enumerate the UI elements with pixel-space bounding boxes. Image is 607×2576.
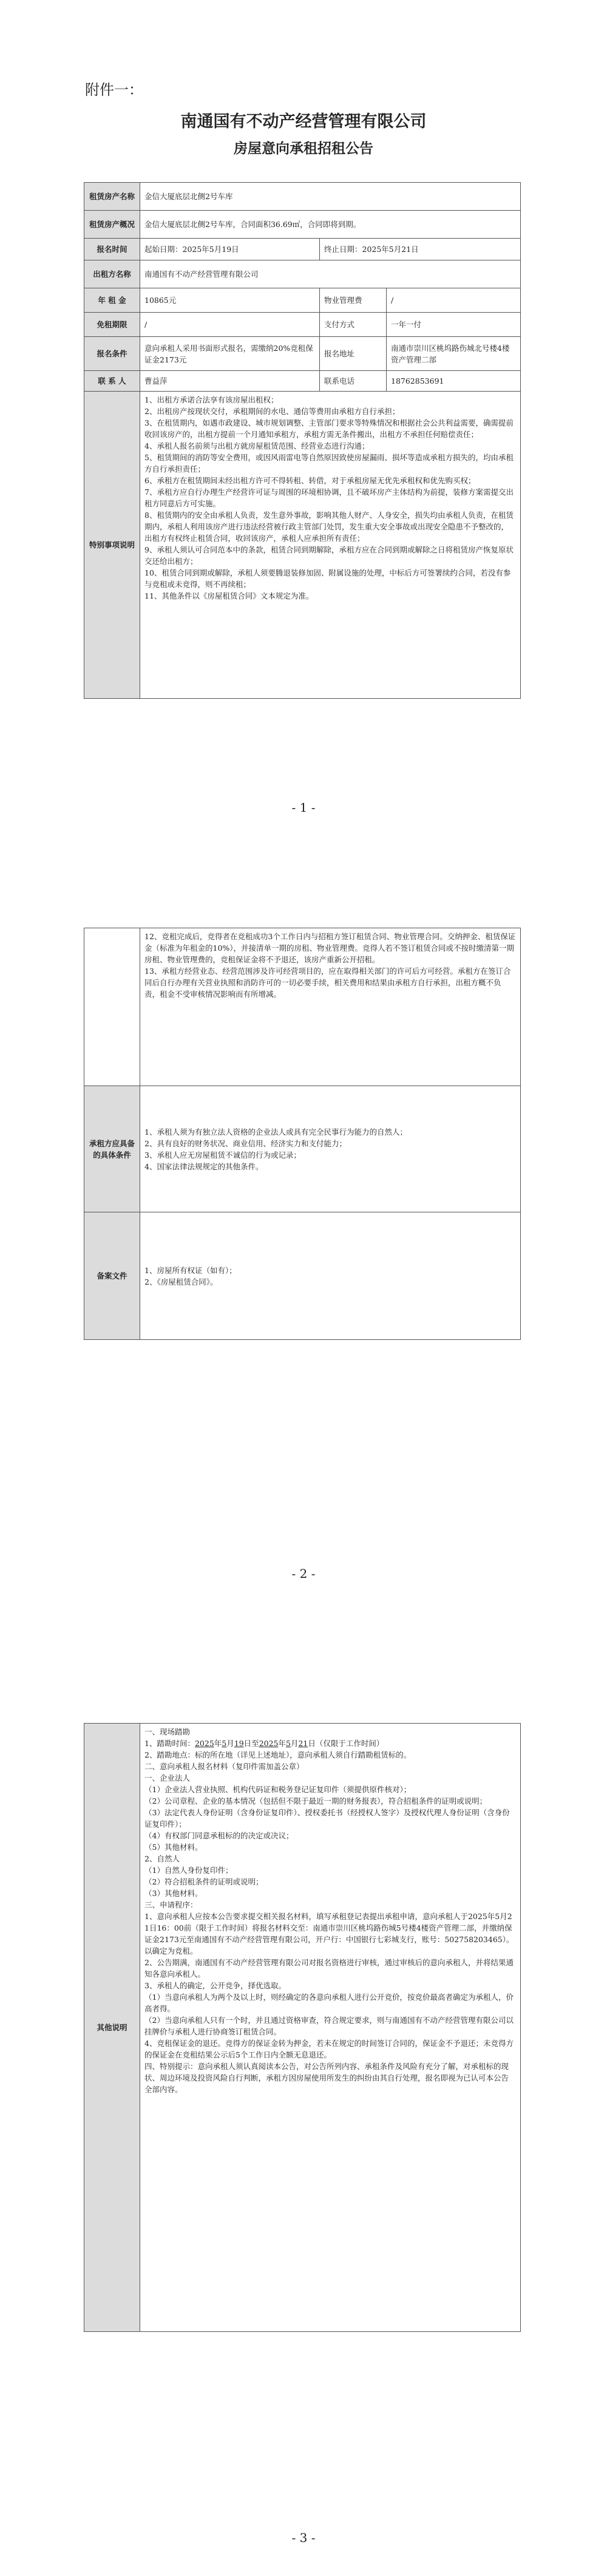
list-item: 四、特别提示：意向承租人须认真阅读本公告，对公告所列内容、承租条件及风险有充分了解，对承租标的现状、周边环境及投资风险自行判断，承租方因房屋使用所发生的纠纷由其自行处理，报名即视为已认可本公告全部内容。 [144,2062,509,2094]
payment-label: 支付方式 [320,313,387,337]
note-item: 10、租赁合同到期或解除，承租人须要腾退装修加固、附属设施的处理，中标后方可签署续约合同，若没有参与竞租或未竞得，则不再续租； [144,568,511,589]
page-3 [0,1717,607,2576]
page-number-2: - 2 - [291,1566,316,1581]
property-overview-value: 金信大厦底层北侧2号车库，合同面积36.69㎡，合同即将到期。 [140,211,521,239]
list-item: 2、公告期满，南通国有不动产经营管理有限公司对报名资格进行审核，通过审核后的意向承租人，并将结果通知各意向承租人。 [144,1958,514,1979]
docs-list [140,1212,521,1340]
docs-label: 备案文件 [84,1212,140,1340]
note-item: 1、出租方承诺合法享有该房屋出租权； [144,395,279,404]
attachment-label: 附件一： [85,81,143,98]
condition-item: 1、承租人须为有独立法人资格的企业法人或具有完全民事行为能力的自然人； [144,1127,407,1137]
rent-label: 年 租 金 [84,288,140,313]
list-item: （1）企业法人营业执照、机构代码证和税务登记证复印件（须提供原件核对）； [144,1785,412,1794]
reg-condition-label: 报名条件 [84,337,140,371]
list-item: 2、自然人 [144,1854,180,1863]
list-item: （2）公司章程、企业的基本情况（包括但不限于最近一期的财务报表），符合招租条件的证明或说明； [144,1796,487,1806]
section-heading: 二、意向承租人报名材料（复印件需加盖公章） [144,1762,304,1771]
note-item: 4、承租人报名前须与出租方就房屋租赁范围、经营业态进行沟通； [144,441,370,450]
doc-item: 1、房屋所有权证（如有）； [144,1265,237,1275]
list-item: 一、企业法人 [144,1773,191,1782]
note-item: 11、其他条件以《房屋租赁合同》文本规定为准。 [144,591,314,600]
phone-value: 18762853691 [387,371,521,392]
inspection-place: 2、踏勘地点：标的所在地（详见上述地址），意向承租人须自行踏勘租赁标的。 [144,1750,412,1759]
reg-end-date: 终止日期：2025年5月21日 [320,239,521,260]
company-title: 南通国有不动产经营管理有限公司 [180,112,427,131]
condition-item: 3、承租人应无房屋租赁不诚信的行为或记录； [144,1150,301,1160]
reg-address-value: 南通市崇川区桃坞路伤城北号楼4楼资产管理二部 [387,337,521,371]
announcement-title: 房屋意向承租招租公告 [234,141,373,157]
list-item: （4）有权部门同意承租标的的决定或决议； [144,1831,294,1840]
reg-condition-value: 意向承租人采用书面形式报名，需缴纳20%竞租保证金2173元 [140,337,320,371]
note-item: 2、出租房产按现状交付，承租期间的水电、通信等费用由承租方自行承担； [144,407,400,416]
note-item: 5、租赁期间的消防等安全费用，或因风雨雷电等自然原因致使房屋漏雨、损坏等造成承租方损失的，均由承租方自行承担责任； [144,453,514,474]
list-item: （1）自然人身份复印件； [144,1866,233,1875]
lessor-value: 南通国有不动产经营管理有限公司 [140,260,521,288]
payment-value: 一年一付 [387,313,521,337]
conditions-list [140,1086,521,1212]
list-item: 4、竞租保证金的退还。竞得方的保证金转为押金，若未在规定的时间签订合同的，保证金不予退还；未竞得方的保证金在竞租结果公示后5个工作日内全额无息退还。 [144,2039,514,2059]
info-table-continued [84,928,521,1340]
other-info-table [84,1723,521,2332]
lessor-label: 出租方名称 [84,260,140,288]
conditions-label: 承租方应具备的具体条件 [84,1086,140,1212]
notes-continued-label-cell [84,928,140,1086]
note-item: 13、承租方经营业态、经营范围涉及许可经营项目的，应在取得相关部门的许可后方可经营。承租方在签订合同后自行办理有关营业执照和消防许可的一切必要手续，相关费用和结果由承租方自行承担，出租方概不负责，租金不受审核情况影响而有所增减。 [144,967,511,999]
reg-address-label: 报名地址 [320,337,387,371]
rent-value: 10865元 [140,288,320,313]
free-period-value: / [140,313,320,337]
special-notes-continued [140,928,521,1086]
note-item: 7、承租方应自行办理生产经营许可证与周围的环境相协调，且不破坏房产主体结构为前提，装修方案需提交出租方同意后方可实施。 [144,488,514,508]
list-item: （2）符合招租条件的证明或说明； [144,1877,263,1886]
list-item: （3）其他材料。 [144,1889,203,1898]
page-1 [0,0,607,858]
inspection-time: 1、踏勘时间：2025年5月19日至2025年5月21日（仅限于工作时间） [144,1739,384,1748]
property-name-value: 金信大厦底层北侧2号车库 [140,183,521,211]
page-number-3: - 3 - [291,2530,316,2545]
condition-item: 2、具有良好的财务状况、商业信用、经济实力和支付能力； [144,1138,347,1148]
other-info-label: 其他说明 [84,1724,140,2332]
list-item: （1）当意向承租人为两个及以上时，则经确定的各意向承租人进行公开竞价，按竞价最高者确定为承租人，价高者得。 [144,1993,514,2013]
special-notes [140,392,521,699]
property-name-label: 租赁房产名称 [84,183,140,211]
mgmt-fee-label: 物业管理费 [320,288,387,313]
note-item: 9、承租人须认可合同范本中的条款，租赁合同到期解除，承租方应在合同到期或解除之日将租赁房产恢复原状交还给出租方； [144,545,514,566]
note-item: 12、竞租完成后，竞得者在竞租成功3个工作日内与招租方签订租赁合同、物业管理合同。交纳押金、租赁保证金（标准为年租金的10%），并接清单一期的房租、物业管理费。竞得人若不签订租赁合同或不按时缴清第一期房租、物业管理费的，竞租保证金将不予退还，该房产重新公开招租。 [144,932,516,964]
mgmt-fee-value: / [387,288,521,313]
info-table [84,182,521,699]
property-overview-label: 租赁房产概况 [84,211,140,239]
free-period-label: 免租期限 [84,313,140,337]
reg-time-label: 报名时间 [84,239,140,260]
page-2 [0,858,607,1717]
section-heading: 三、申请程序： [144,1900,198,1909]
note-item: 6、承租方在租赁期间未经出租方许可不得转租、转借，对于承租房屋无优先承租权和优先购买权； [144,476,476,485]
special-notes-label: 特别事项说明 [84,392,140,699]
reg-start-date: 起始日期：2025年5月19日 [140,239,320,260]
list-item: 3、承租人的确定，公开竞争，择优选取。 [144,1981,286,1990]
note-item: 3、在租赁期内，如遇市政建设、城市规划调整、主管部门要求等特殊情况和根据社会公共利益需要，确需提前收回该房产的，出租方提前一个月通知承租方，承租方需无条件搬出，出租方不承担任何赔偿责任； [144,418,514,439]
list-item: 1、意向承租人应按本公告要求提交相关报名材料，填写承租登记表提出承租申请，意向承租人于2025年5月21日16：00前（限于工作时间）将报名材料交至：南通市崇川区桃坞路伤城5号楼4楼资产管理二部，并缴纳保证金2173元至南通国有不动产经营管理有限公司，开户行：中国银行七彩城支行，账号：502758203465）。以确定为竞租。 [144,1912,514,1956]
list-item: （2）当意向承租人只有一个时，并且通过资格审查，符合规定要求，则与南通国有不动产经营管理有限公司以挂牌价与承租人进行协商签订租赁合同。 [144,2016,514,2036]
phone-label: 联系电话 [320,371,387,392]
list-item: （5）其他材料。 [144,1843,203,1852]
contact-value: 曹益萍 [140,371,320,392]
section-heading: 一、现场踏勘 [144,1727,191,1736]
condition-item: 4、国家法律法规规定的其他条件。 [144,1161,263,1171]
contact-label: 联 系 人 [84,371,140,392]
doc-item: 2、《房屋租赁合同》。 [144,1277,218,1286]
note-item: 8、租赁期内的安全由承租人负责，发生意外事故，影响其他人财产、人身安全，损失均由承租人负责，在租赁期内，承租人利用该房产进行违法经营被行政主管部门处罚，发生重大安全事故或出现安全隐患不予整改的，出租方有权终止租赁合同，收回该房产，承租人应承担所有责任； [144,511,514,543]
page-number-1: - 1 - [291,800,316,815]
other-info-content [140,1724,521,2332]
list-item: （3）法定代表人身份证明（含身份证复印件）、授权委托书（经授权人签字）及授权代理人身份证明（含身份证复印件）； [144,1808,510,1829]
